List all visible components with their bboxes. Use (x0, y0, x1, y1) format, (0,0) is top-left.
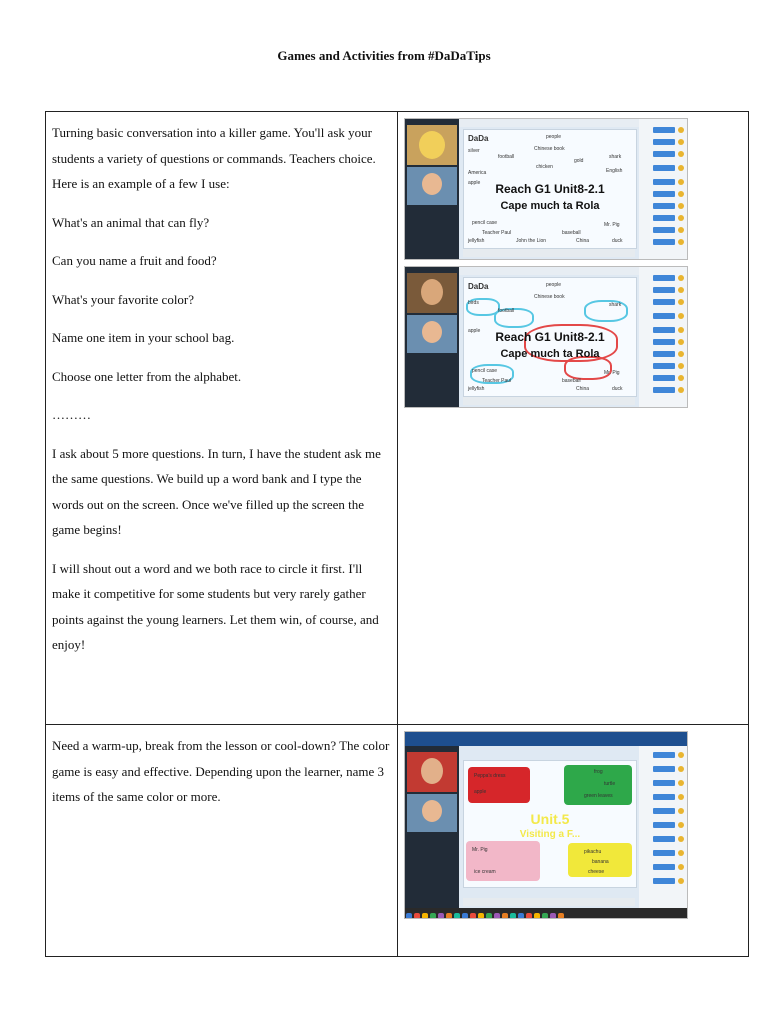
image-cell (398, 112, 749, 725)
os-dock (405, 908, 687, 918)
avatar (407, 794, 457, 832)
paragraph: Turning basic conversation into a killer game. You'll ask your students a variety of questions or commands. Teachers choice. Here is an example of a few I use: (52, 125, 376, 191)
paragraph: Need a warm-up, break from the lesson or cool-down? The color game is easy and effective. Depending upon the learner, name 3 items of the same color or more. (52, 738, 390, 804)
avatar (407, 752, 457, 792)
chat-panel (639, 746, 687, 908)
classroom-screenshot (404, 731, 688, 919)
whiteboard-toolbar (463, 898, 635, 906)
paragraph: ……… (52, 407, 91, 422)
tips-table (45, 111, 749, 957)
chat-panel (639, 267, 687, 407)
image-cell (398, 725, 749, 957)
video-panel (405, 119, 459, 259)
whiteboard-toolbar (463, 397, 635, 405)
text-cell (46, 112, 398, 725)
classroom-screenshot (404, 266, 688, 408)
lesson-slide: DaDa people Chinese book gold shark football chicken English apple silver America Reach G1 Unit8-2.1 Cape much ta Rola pencil case Mr. Pig Teacher Paul baseball jellyfish John the Lion China duck (463, 129, 637, 249)
avatar (407, 167, 457, 205)
classroom-screenshot (404, 118, 688, 260)
paragraph: Name one item in your school bag. (52, 330, 235, 345)
paragraph: What's your favorite color? (52, 291, 195, 307)
paragraph: I will shout out a word and we both race to circle it first. I'll make it competitive for some students but very rarely gather points against the young learners. Let them win, of course, and enjoy! (52, 560, 379, 652)
app-top-bar (405, 732, 687, 746)
video-panel (405, 746, 459, 908)
paragraph: Choose one letter from the alphabet. (52, 368, 242, 384)
whiteboard-toolbar (463, 249, 635, 257)
chat-panel (639, 119, 687, 259)
avatar (407, 273, 457, 313)
paragraph: What's an animal that can fly? (52, 214, 210, 230)
table-row (46, 112, 749, 725)
document-title: Games and Activities from #DaDaTips (277, 48, 491, 63)
text-cell (46, 725, 398, 957)
lesson-slide: DaDa people Chinese book shark football apple birds Reach G1 Unit8-2.1 Cape much ta Rola pencil case Mr. Pig Teacher Paul baseball jellyfish China duck (463, 277, 637, 397)
lesson-slide: Peppa's dress frog turtle green leaves apple Unit.5 Visiting a F... Mr. Pig pikachu banana cheese ice cream (463, 760, 637, 888)
video-panel (405, 267, 459, 407)
paragraph: Can you name a fruit and food? (52, 253, 217, 268)
avatar (407, 315, 457, 353)
avatar (407, 125, 457, 165)
table-row (46, 725, 749, 957)
paragraph: I ask about 5 more questions. In turn, I have the student ask me the same questions. We build up a word bank and I type the words out on the screen. Once we've filled up the screen the game begins! (52, 445, 381, 537)
